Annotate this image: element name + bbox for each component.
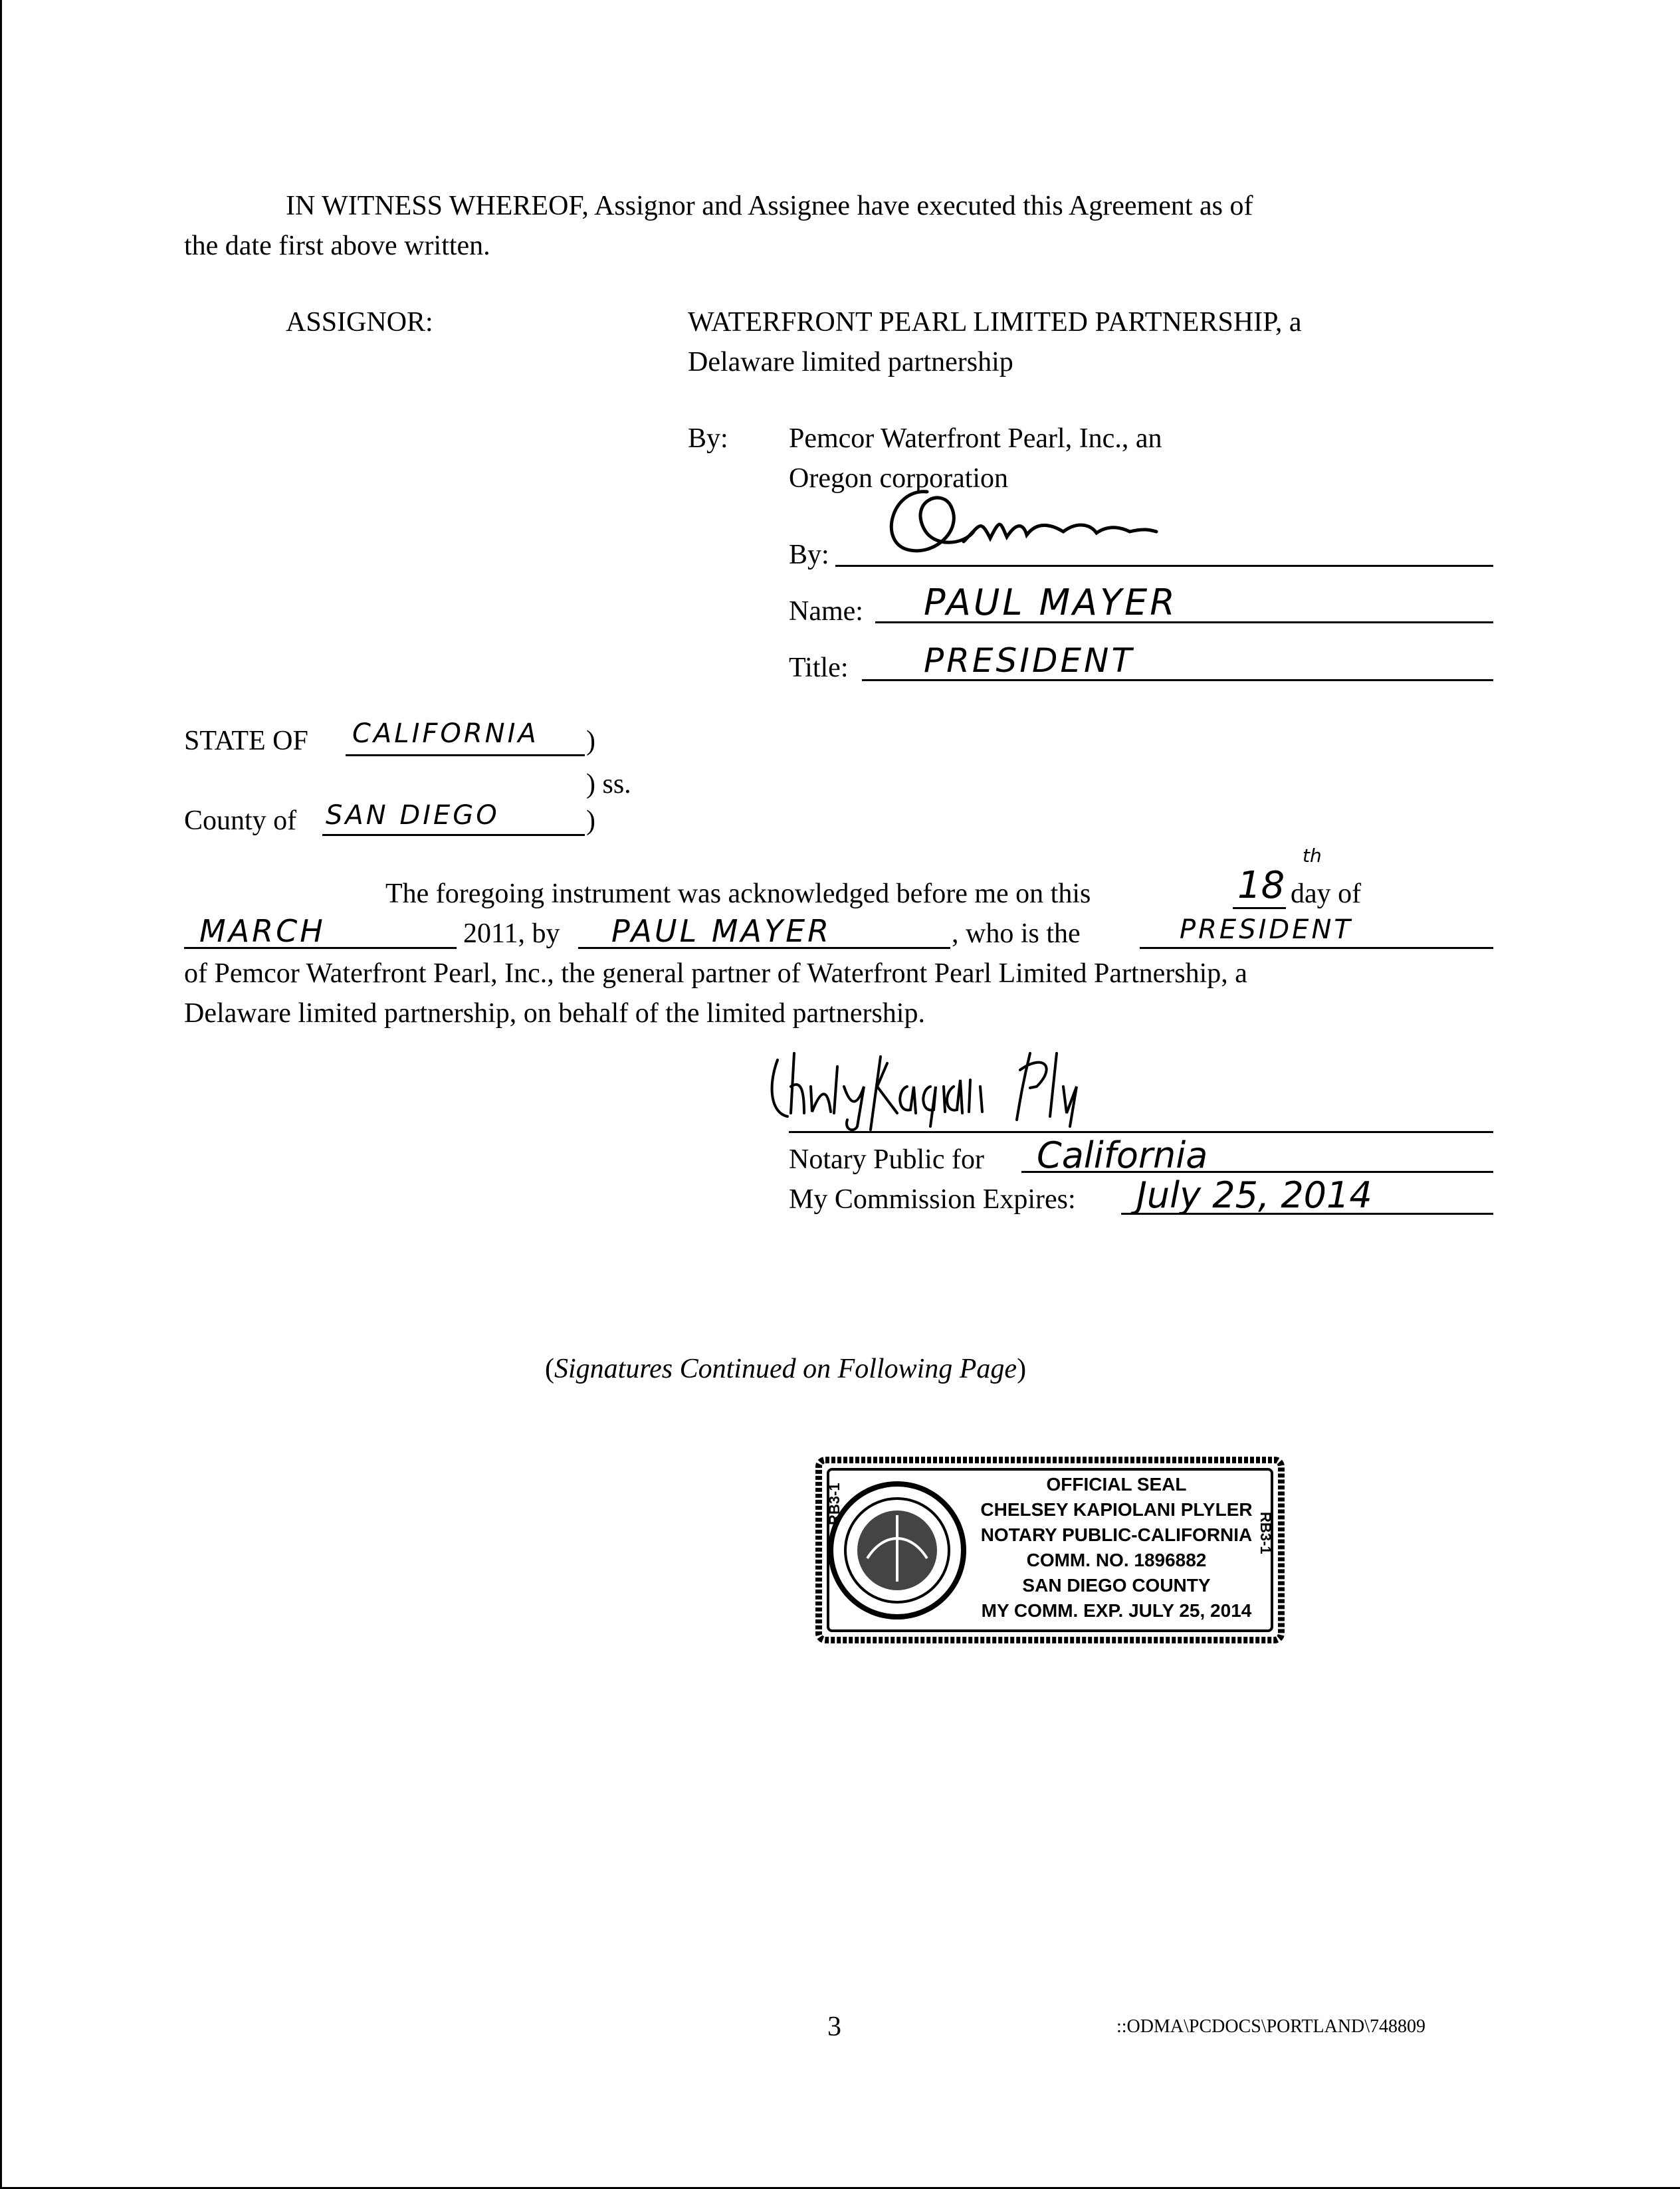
assignor-signature: [864, 465, 1236, 572]
seal-side-right: RB3-1: [1257, 1512, 1274, 1554]
witness-line-2: the date first above written.: [184, 231, 490, 261]
assignor-entity-line-2: Delaware limited partnership: [688, 347, 1013, 377]
ack-line-1: The foregoing instrument was acknowledged before me on this: [385, 879, 1091, 909]
seal-line-5: SAN DIEGO COUNTY: [1022, 1575, 1211, 1596]
signatures-continued-close-paren: ): [1017, 1354, 1027, 1384]
seal-line-1: OFFICIAL SEAL: [1046, 1474, 1187, 1495]
signature-by-label: By:: [789, 540, 829, 570]
assignor-entity-line-1: WATERFRONT PEARL LIMITED PARTNERSHIP, a: [688, 307, 1302, 338]
person-handwritten: PAUL MAYER: [611, 913, 832, 949]
year-by-label: 2011, by: [463, 918, 560, 949]
title-handwritten: PRESIDENT: [924, 641, 1135, 680]
assignor-label: ASSIGNOR:: [286, 307, 433, 338]
county-paren: ): [586, 805, 595, 836]
general-partner-line-1: Pemcor Waterfront Pearl, Inc., an: [789, 423, 1162, 454]
assignor-by-label: By:: [688, 423, 728, 454]
ack-line-4: Delaware limited partnership, on behalf of the limited partnership.: [184, 998, 925, 1029]
document-path: ::ODMA\PCDOCS\PORTLAND\748809: [1116, 2016, 1426, 2037]
seal-line-3: NOTARY PUBLIC-CALIFORNIA: [980, 1524, 1253, 1545]
witness-line-1: IN WITNESS WHEREOF, Assignor and Assignee have executed this Agreement as of: [286, 191, 1253, 221]
seal-side-left: RB3-1: [826, 1483, 843, 1525]
seal-line-6: MY COMM. EXP. JULY 25, 2014: [981, 1600, 1252, 1621]
day-suffix-handwritten: th: [1303, 845, 1322, 867]
notary-signature: [764, 1040, 1296, 1133]
notary-state-handwritten: California: [1037, 1134, 1208, 1176]
signatures-continued: (Signatures Continued on Following Page): [545, 1354, 1027, 1384]
who-is-the-label: , who is the: [952, 918, 1081, 949]
seal-text: [970, 1472, 1263, 1623]
county-label: County of: [184, 805, 297, 836]
office-handwritten: PRESIDENT: [1180, 914, 1353, 945]
title-label: Title:: [789, 653, 849, 683]
state-paren: ): [586, 726, 595, 756]
month-handwritten: MARCH: [199, 913, 326, 949]
signatures-continued-text: Signatures Continued on Following Page: [554, 1354, 1017, 1384]
ack-line-3: of Pemcor Waterfront Pearl, Inc., the general partner of Waterfront Pearl Limited Partnership, a: [184, 958, 1247, 989]
state-line: [346, 754, 585, 756]
notary-public-label: Notary Public for: [789, 1144, 984, 1175]
day-of-label: day of: [1291, 879, 1362, 909]
commission-label: My Commission Expires:: [789, 1184, 1076, 1215]
commission-handwritten: July 25, 2014: [1136, 1174, 1372, 1216]
seal-line-2: CHELSEY KAPIOLANI PLYLER: [980, 1499, 1253, 1520]
state-handwritten: CALIFORNIA: [352, 718, 539, 749]
county-handwritten: SAN DIEGO: [326, 800, 500, 831]
name-label: Name:: [789, 596, 863, 627]
day-handwritten: 18: [1237, 864, 1285, 907]
general-partner-line-2: Oregon corporation: [789, 463, 1009, 494]
page-number: 3: [827, 2012, 841, 2042]
ss-label: ) ss.: [586, 769, 631, 799]
state-label: STATE OF: [184, 726, 308, 756]
notary-seal: [811, 1452, 1289, 1648]
name-handwritten: PAUL MAYER: [924, 581, 1178, 623]
seal-line-4: COMM. NO. 1896882: [1026, 1550, 1207, 1570]
